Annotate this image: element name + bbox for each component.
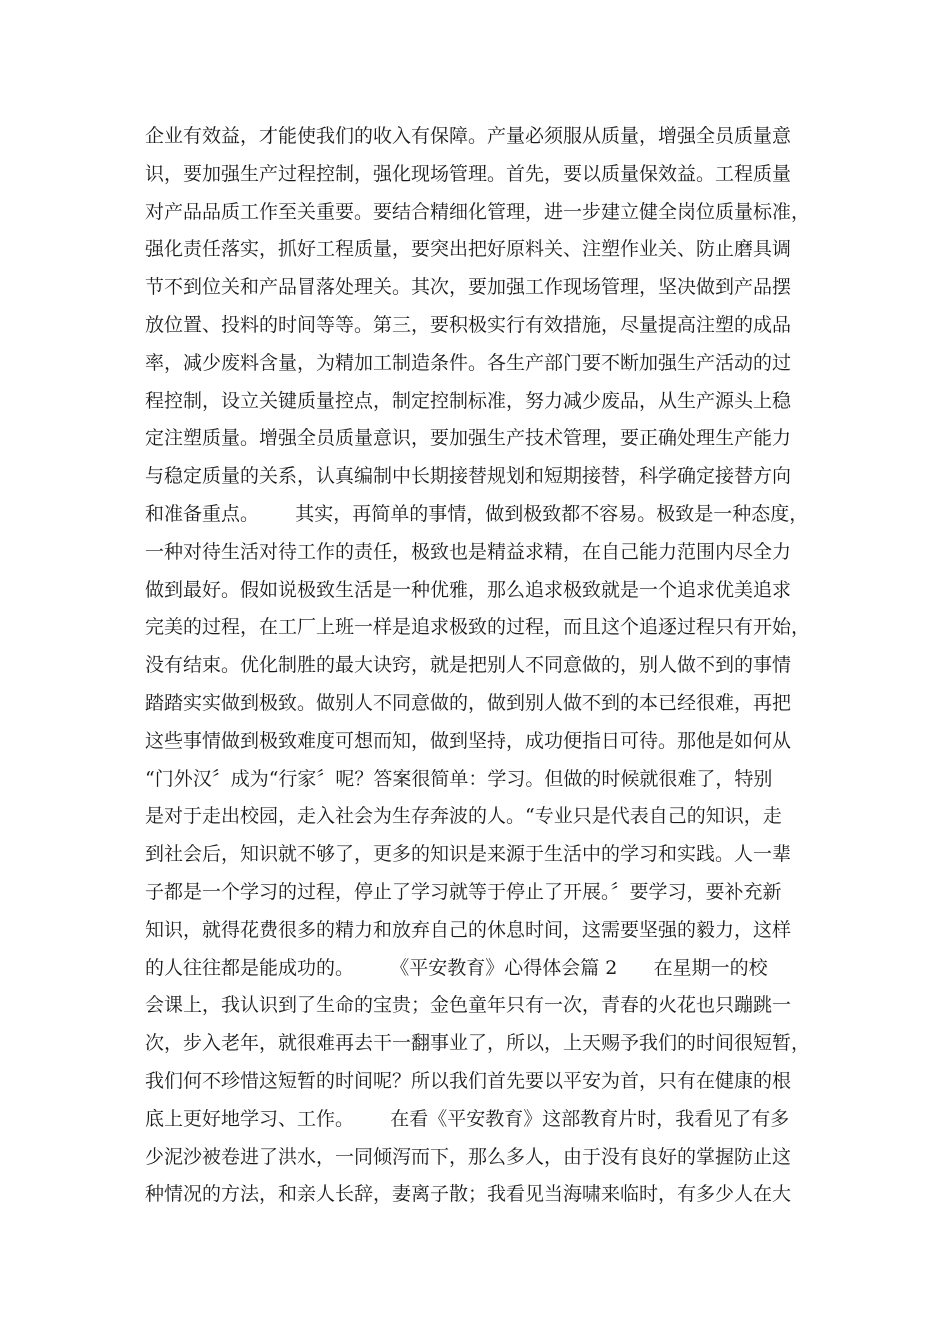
- text-line: 次，步入老年，就很难再去干一翻事业了，所以，上天赐予我们的时间很短暂，: [145, 1032, 811, 1055]
- text-line: 对产品品质工作至关重要。要结合精细化管理，进一步建立健全岗位质量标准，: [145, 200, 811, 223]
- text-line: 种情况的方法，和亲人长辞，妻离子散；我看见当海啸来临时，有多少人在大: [145, 1183, 792, 1206]
- text-line: 一种对待生活对待工作的责任，极致也是精益求精，在自己能力范围内尽全力: [145, 540, 792, 563]
- text-line: 完美的过程，在工厂上班一样是追求极致的过程，而且这个追逐过程只有开始，: [145, 616, 811, 639]
- text-line: 踏踏实实做到极致。做别人不同意做的，做到别人做不到的本已经很难，再把: [145, 691, 792, 714]
- text-line: 节不到位关和产品冒落处理关。其次，要加强工作现场管理，坚决做到产品摆: [145, 276, 792, 299]
- text-line: 没有结束。优化制胜的最大诀窍，就是把别人不同意做的，别人做不到的事情: [145, 654, 792, 677]
- text-line: 知识，就得花费很多的精力和放弃自己的休息时间，这需要坚强的毅力，这样: [145, 918, 792, 941]
- text-line: 子都是一个学习的过程，停止了学习就等于停止了开展。〞要学习，要补充新: [145, 880, 782, 903]
- text-line: 企业有效益，才能使我们的收入有保障。产量必须服从质量，增强全员质量意: [145, 125, 792, 147]
- text-line: 会课上，我认识到了生命的宝贵；金色童年只有一次，青春的火花也只蹦跳一: [145, 994, 792, 1017]
- text-line: 少泥沙被卷进了洪水，一同倾泻而下，那么多人，由于没有良好的掌握防止这: [145, 1145, 792, 1168]
- text-line: 定注塑质量。增强全员质量意识，要加强生产技术管理，要正确处理生产能力: [145, 427, 792, 450]
- text-line: 率，减少废料含量，为精加工制造条件。各生产部门要不断加强生产活动的过: [145, 351, 792, 374]
- body-text: [145, 118, 825, 1214]
- text-line: 底上更好地学习、工作。 在看《平安教育》这部教育片时，我看见了有多: [145, 1107, 790, 1130]
- text-line: 放位置、投料的时间等等。第三，要积极实行有效措施，尽量提高注塑的成品: [145, 313, 792, 336]
- text-line: 我们何不珍惜这短暂的时间呢？所以我们首先要以平安为首，只有在健康的根: [145, 1069, 792, 1092]
- text-line: 到社会后，知识就不够了，更多的知识是来源于生活中的学习和实践。人一辈: [145, 843, 792, 866]
- text-line: 这些事情做到极致难度可想而知，做到坚持，成功便指日可待。那他是如何从: [145, 729, 792, 752]
- text-line: 和准备重点。 其实，再简单的事情，做到极致都不容易。极致是一种态度，: [145, 502, 809, 525]
- text-line: 做到最好。假如说极致生活是一种优雅，那么追求极致就是一个追求优美追求: [145, 578, 792, 601]
- text-line: 的人往往都是能成功的。 《平安教育》心得体会篇 2 在星期一的校: [145, 956, 768, 979]
- text-line: 是对于走出校园，走入社会为生存奔波的人。“专业只是代表自己的知识，走: [145, 805, 782, 828]
- text-line: 与稳定质量的关系，认真编制中长期接替规划和短期接替，科学确定接替方向: [145, 465, 792, 488]
- text-line: 强化责任落实，抓好工程质量，要突出把好原料关、注塑作业关、防止磨具调: [145, 238, 792, 261]
- text-line: 程控制，设立关键质量控点，制定控制标准，努力减少废品，从生产源头上稳: [145, 389, 792, 412]
- text-line: “门外汉〞成为“行家〞呢？答案很简单：学习。但做的时候就很难了，特别: [145, 767, 773, 790]
- text-line: 识，要加强生产过程控制，强化现场管理。首先，要以质量保效益。工程质量: [145, 162, 792, 185]
